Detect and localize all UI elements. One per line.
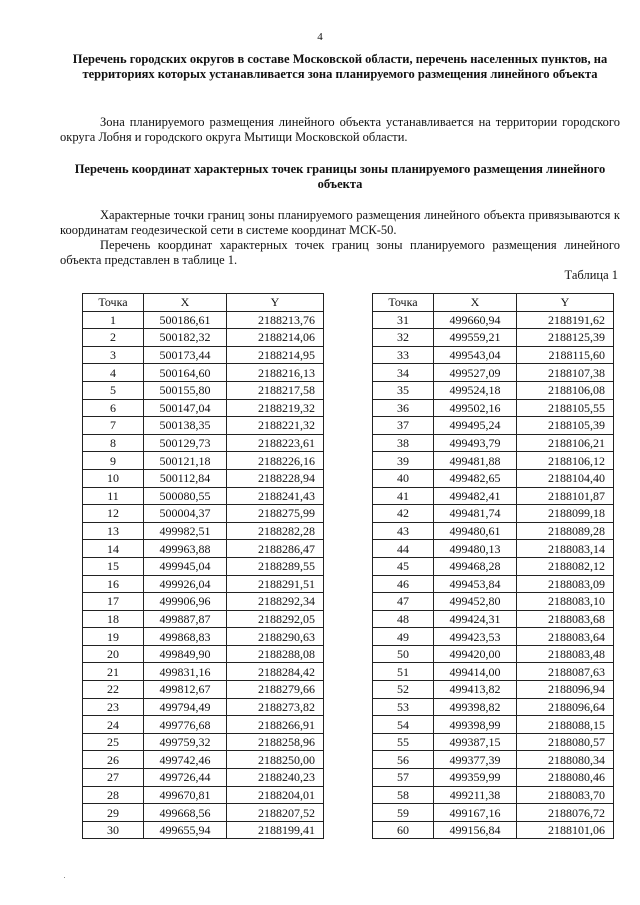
cell-y: 2188214,95: [227, 346, 324, 364]
cell-x: 499480,13: [434, 540, 517, 558]
table-row: [83, 399, 324, 417]
table-row: [83, 540, 324, 558]
table-header-row: [83, 294, 324, 312]
cell-point: 48: [373, 610, 434, 628]
cell-point: 5: [83, 381, 144, 399]
header-point: Точка: [373, 294, 434, 312]
table-row: [373, 522, 614, 540]
table-row: [373, 329, 614, 347]
cell-point: 28: [83, 786, 144, 804]
cell-y: 2188106,21: [517, 434, 614, 452]
cell-x: 499480,61: [434, 522, 517, 540]
table-row: [373, 769, 614, 787]
page-number: 4: [317, 31, 323, 43]
cell-y: 2188207,52: [227, 804, 324, 822]
cell-y: 2188096,94: [517, 681, 614, 699]
cell-x: 499742,46: [144, 751, 227, 769]
cell-x: 499726,44: [144, 769, 227, 787]
cell-point: 35: [373, 381, 434, 399]
table-row: [373, 487, 614, 505]
header-y: Y: [227, 294, 324, 312]
table-row: [83, 733, 324, 751]
cell-y: 2188240,23: [227, 769, 324, 787]
cell-point: 36: [373, 399, 434, 417]
table-row: [83, 452, 324, 470]
cell-y: 2188096,64: [517, 698, 614, 716]
cell-point: 11: [83, 487, 144, 505]
table-row: [83, 769, 324, 787]
cell-point: 33: [373, 346, 434, 364]
table-row: [83, 381, 324, 399]
cell-point: 56: [373, 751, 434, 769]
table-row: [373, 681, 614, 699]
table-row: [373, 593, 614, 611]
table-row: [83, 751, 324, 769]
table-row: [373, 751, 614, 769]
cell-point: 46: [373, 575, 434, 593]
cell-x: 499524,18: [434, 381, 517, 399]
cell-point: 23: [83, 698, 144, 716]
table-row: [373, 399, 614, 417]
cell-x: 500155,80: [144, 381, 227, 399]
cell-point: 47: [373, 593, 434, 611]
table-row: [373, 311, 614, 329]
cell-y: 2188115,60: [517, 346, 614, 364]
cell-y: 2188290,63: [227, 628, 324, 646]
cell-point: 13: [83, 522, 144, 540]
cell-x: 500129,73: [144, 434, 227, 452]
cell-point: 43: [373, 522, 434, 540]
cell-y: 2188204,01: [227, 786, 324, 804]
header-x: X: [144, 294, 227, 312]
cell-y: 2188088,15: [517, 716, 614, 734]
table-row: [83, 698, 324, 716]
table-row: [373, 804, 614, 822]
cell-y: 2188101,06: [517, 821, 614, 839]
cell-x: 499906,96: [144, 593, 227, 611]
cell-x: 499482,41: [434, 487, 517, 505]
cell-point: 55: [373, 733, 434, 751]
cell-point: 10: [83, 469, 144, 487]
cell-point: 51: [373, 663, 434, 681]
cell-y: 2188087,63: [517, 663, 614, 681]
cell-x: 499559,21: [434, 329, 517, 347]
cell-y: 2188221,32: [227, 417, 324, 435]
cell-x: 499156,84: [434, 821, 517, 839]
table-header-row: [373, 294, 614, 312]
cell-x: 499423,53: [434, 628, 517, 646]
cell-y: 2188106,12: [517, 452, 614, 470]
cell-y: 2188228,94: [227, 469, 324, 487]
table-row: [373, 469, 614, 487]
cell-point: 9: [83, 452, 144, 470]
table-row: [83, 593, 324, 611]
cell-x: 499387,15: [434, 733, 517, 751]
table-row: [373, 557, 614, 575]
cell-point: 60: [373, 821, 434, 839]
cell-x: 499420,00: [434, 645, 517, 663]
cell-point: 25: [83, 733, 144, 751]
cell-point: 50: [373, 645, 434, 663]
paragraph-zone-territory: Зона планируемого размещения линейного объекта устанавливается на территории городского округа Лобня и городского округа Мытищи Московской области.: [60, 115, 620, 144]
cell-point: 34: [373, 364, 434, 382]
cell-x: 499945,04: [144, 557, 227, 575]
cell-x: 500138,35: [144, 417, 227, 435]
cell-point: 17: [83, 593, 144, 611]
cell-x: 499377,39: [434, 751, 517, 769]
cell-x: 499481,74: [434, 505, 517, 523]
cell-y: 2188083,48: [517, 645, 614, 663]
cell-x: 499398,82: [434, 698, 517, 716]
table-row: [373, 452, 614, 470]
table-row: [83, 645, 324, 663]
table-row: [83, 681, 324, 699]
table-row: [373, 575, 614, 593]
cell-point: 8: [83, 434, 144, 452]
table-row: [373, 434, 614, 452]
cell-x: 500121,18: [144, 452, 227, 470]
cell-x: 499812,67: [144, 681, 227, 699]
cell-x: 499655,94: [144, 821, 227, 839]
table-row: [83, 346, 324, 364]
table-row: [83, 557, 324, 575]
cell-x: 499670,81: [144, 786, 227, 804]
cell-y: 2188080,34: [517, 751, 614, 769]
cell-x: 500173,44: [144, 346, 227, 364]
cell-y: 2188080,57: [517, 733, 614, 751]
cell-point: 57: [373, 769, 434, 787]
cell-point: 41: [373, 487, 434, 505]
cell-x: 500164,60: [144, 364, 227, 382]
cell-y: 2188099,18: [517, 505, 614, 523]
cell-y: 2188216,13: [227, 364, 324, 382]
cell-point: 7: [83, 417, 144, 435]
cell-point: 6: [83, 399, 144, 417]
cell-x: 499482,65: [434, 469, 517, 487]
cell-y: 2188291,51: [227, 575, 324, 593]
cell-x: 499668,56: [144, 804, 227, 822]
cell-point: 19: [83, 628, 144, 646]
table-row: [83, 804, 324, 822]
table-row: [373, 663, 614, 681]
table-row: [83, 610, 324, 628]
cell-point: 21: [83, 663, 144, 681]
cell-point: 44: [373, 540, 434, 558]
cell-y: 2188083,64: [517, 628, 614, 646]
cell-point: 12: [83, 505, 144, 523]
cell-y: 2188105,55: [517, 399, 614, 417]
table-row: [83, 628, 324, 646]
table-row: [373, 505, 614, 523]
table-row: [373, 733, 614, 751]
table-row: [83, 417, 324, 435]
table-row: [83, 663, 324, 681]
table-row: [373, 381, 614, 399]
cell-point: 40: [373, 469, 434, 487]
cell-x: 499452,80: [434, 593, 517, 611]
cell-point: 20: [83, 645, 144, 663]
cell-x: 500080,55: [144, 487, 227, 505]
cell-point: 52: [373, 681, 434, 699]
table-row: [83, 487, 324, 505]
cell-point: 24: [83, 716, 144, 734]
cell-point: 31: [373, 311, 434, 329]
cell-point: 18: [83, 610, 144, 628]
table-row: [373, 786, 614, 804]
cell-point: 49: [373, 628, 434, 646]
cell-y: 2188226,16: [227, 452, 324, 470]
table-row: [83, 716, 324, 734]
paragraph-coordinate-system: Характерные точки границ зоны планируемого размещения линейного объекта привязываются к координатам геодезической сети в системе координат МСК-50.: [60, 208, 620, 237]
cell-x: 499468,28: [434, 557, 517, 575]
cell-y: 2188250,00: [227, 751, 324, 769]
cell-y: 2188266,91: [227, 716, 324, 734]
cell-point: 32: [373, 329, 434, 347]
cell-x: 499413,82: [434, 681, 517, 699]
cell-y: 2188288,08: [227, 645, 324, 663]
cell-point: 38: [373, 434, 434, 452]
cell-point: 27: [83, 769, 144, 787]
cell-point: 58: [373, 786, 434, 804]
cell-y: 2188219,32: [227, 399, 324, 417]
scan-speck: [64, 877, 65, 878]
cell-x: 499794,49: [144, 698, 227, 716]
cell-y: 2188104,40: [517, 469, 614, 487]
cell-x: 499759,32: [144, 733, 227, 751]
coordinates-table-right: [372, 293, 614, 839]
cell-y: 2188279,66: [227, 681, 324, 699]
cell-x: 499398,99: [434, 716, 517, 734]
cell-y: 2188083,70: [517, 786, 614, 804]
cell-y: 2188273,82: [227, 698, 324, 716]
table-row: [83, 575, 324, 593]
cell-point: 45: [373, 557, 434, 575]
coordinates-table-left: [82, 293, 324, 839]
cell-x: 499963,88: [144, 540, 227, 558]
cell-y: 2188083,68: [517, 610, 614, 628]
cell-point: 39: [373, 452, 434, 470]
cell-x: 499776,68: [144, 716, 227, 734]
section-heading-coordinates: Перечень координат характерных точек границы зоны планируемого размещения линейного объекта: [74, 162, 606, 191]
table-row: [83, 821, 324, 839]
cell-x: 499868,83: [144, 628, 227, 646]
cell-point: 15: [83, 557, 144, 575]
table-row: [373, 821, 614, 839]
cell-x: 499167,16: [434, 804, 517, 822]
cell-point: 59: [373, 804, 434, 822]
table-caption: Таблица 1: [564, 268, 618, 282]
cell-y: 2188101,87: [517, 487, 614, 505]
cell-point: 14: [83, 540, 144, 558]
table-row: [373, 364, 614, 382]
cell-y: 2188107,38: [517, 364, 614, 382]
cell-x: 500004,37: [144, 505, 227, 523]
cell-point: 29: [83, 804, 144, 822]
cell-point: 1: [83, 311, 144, 329]
table-row: [83, 505, 324, 523]
cell-x: 499831,16: [144, 663, 227, 681]
table-row: [373, 540, 614, 558]
cell-x: 499982,51: [144, 522, 227, 540]
cell-x: 499493,79: [434, 434, 517, 452]
cell-y: 2188223,61: [227, 434, 324, 452]
cell-y: 2188292,34: [227, 593, 324, 611]
cell-y: 2188275,99: [227, 505, 324, 523]
cell-x: 499481,88: [434, 452, 517, 470]
cell-y: 2188191,62: [517, 311, 614, 329]
cell-y: 2188076,72: [517, 804, 614, 822]
table-row: [373, 628, 614, 646]
cell-y: 2188282,28: [227, 522, 324, 540]
table-row: [373, 610, 614, 628]
cell-x: 499887,87: [144, 610, 227, 628]
table-row: [373, 716, 614, 734]
cell-point: 3: [83, 346, 144, 364]
cell-point: 16: [83, 575, 144, 593]
cell-y: 2188217,58: [227, 381, 324, 399]
table-row: [373, 645, 614, 663]
cell-y: 2188289,55: [227, 557, 324, 575]
cell-y: 2188083,14: [517, 540, 614, 558]
cell-point: 4: [83, 364, 144, 382]
paragraph-table-reference: Перечень координат характерных точек границ зоны планируемого размещения линейного объекта представлен в таблице 1.: [60, 238, 620, 267]
cell-y: 2188089,28: [517, 522, 614, 540]
header-y: Y: [517, 294, 614, 312]
cell-x: 499495,24: [434, 417, 517, 435]
cell-point: 30: [83, 821, 144, 839]
table-row: [83, 786, 324, 804]
cell-x: 499543,04: [434, 346, 517, 364]
cell-y: 2188106,08: [517, 381, 614, 399]
cell-y: 2188080,46: [517, 769, 614, 787]
cell-point: 37: [373, 417, 434, 435]
section-heading-districts: Перечень городских округов в составе Московской области, перечень населенных пунктов, на территориях которых устанавливается зона планируемого размещения линейного объекта: [72, 52, 608, 81]
cell-point: 26: [83, 751, 144, 769]
table-row: [373, 417, 614, 435]
cell-x: 499453,84: [434, 575, 517, 593]
cell-y: 2188082,12: [517, 557, 614, 575]
cell-x: 499414,00: [434, 663, 517, 681]
cell-x: 499424,31: [434, 610, 517, 628]
cell-point: 42: [373, 505, 434, 523]
cell-y: 2188125,39: [517, 329, 614, 347]
cell-y: 2188284,42: [227, 663, 324, 681]
table-row: [83, 311, 324, 329]
cell-x: 500112,84: [144, 469, 227, 487]
cell-x: 499359,99: [434, 769, 517, 787]
header-x: X: [434, 294, 517, 312]
cell-point: 2: [83, 329, 144, 347]
table-row: [83, 434, 324, 452]
cell-x: 499211,38: [434, 786, 517, 804]
cell-y: 2188292,05: [227, 610, 324, 628]
table-row: [373, 698, 614, 716]
table-row: [83, 522, 324, 540]
cell-x: 499660,94: [434, 311, 517, 329]
table-row: [83, 364, 324, 382]
cell-point: 22: [83, 681, 144, 699]
cell-x: 500182,32: [144, 329, 227, 347]
cell-x: 499502,16: [434, 399, 517, 417]
cell-y: 2188105,39: [517, 417, 614, 435]
table-row: [373, 346, 614, 364]
cell-y: 2188241,43: [227, 487, 324, 505]
cell-y: 2188199,41: [227, 821, 324, 839]
cell-point: 54: [373, 716, 434, 734]
cell-y: 2188214,06: [227, 329, 324, 347]
cell-y: 2188213,76: [227, 311, 324, 329]
cell-point: 53: [373, 698, 434, 716]
cell-y: 2188083,10: [517, 593, 614, 611]
cell-y: 2188258,96: [227, 733, 324, 751]
cell-x: 499527,09: [434, 364, 517, 382]
cell-x: 499926,04: [144, 575, 227, 593]
cell-y: 2188286,47: [227, 540, 324, 558]
header-point: Точка: [83, 294, 144, 312]
table-row: [83, 469, 324, 487]
cell-y: 2188083,09: [517, 575, 614, 593]
table-row: [83, 329, 324, 347]
cell-x: 500147,04: [144, 399, 227, 417]
cell-x: 499849,90: [144, 645, 227, 663]
cell-x: 500186,61: [144, 311, 227, 329]
